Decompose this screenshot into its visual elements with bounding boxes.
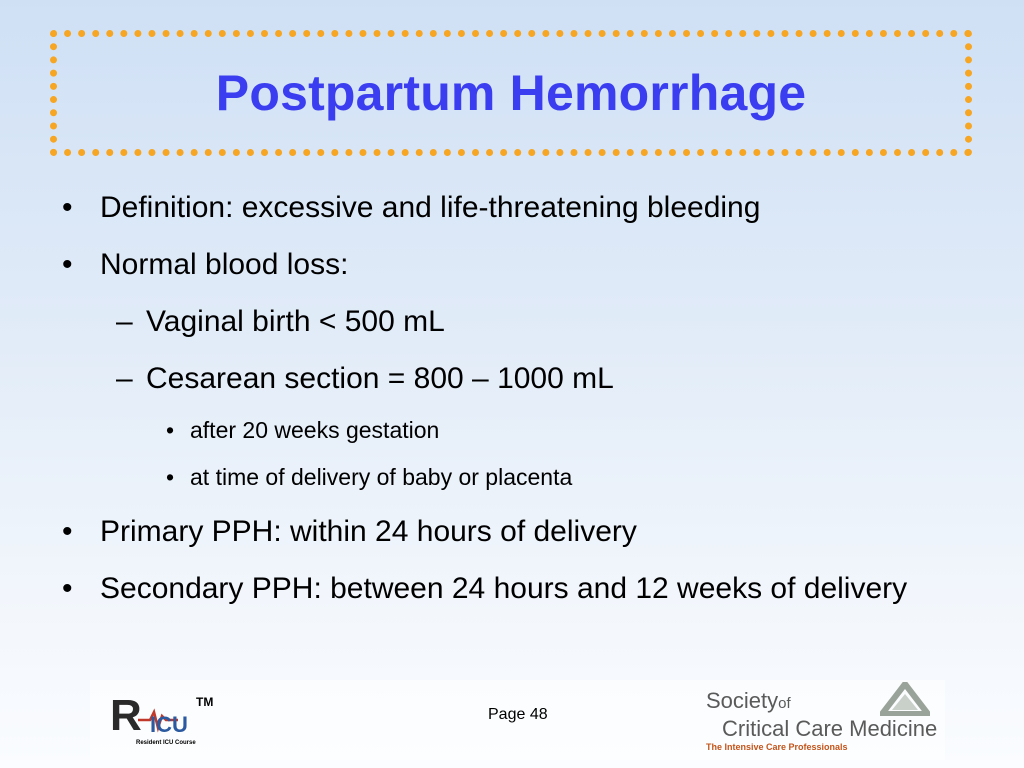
bullet-primary-pph: Primary PPH: within 24 hours of delivery — [100, 515, 637, 548]
bullet-marker: • — [62, 572, 73, 605]
page-number: Page 48 — [488, 706, 548, 723]
sccm-tagline: The Intensive Care Professionals — [706, 742, 848, 752]
slide-title: Postpartum Hemorrhage — [215, 65, 807, 121]
sccm-of: of — [778, 695, 791, 712]
sccm-society: Society — [706, 688, 779, 713]
bullet-marker: • — [166, 464, 175, 490]
sub-bullet-cesarean: Cesarean section = 800 – 1000 mL — [146, 362, 614, 395]
ricu-r-letter: R — [110, 691, 142, 740]
sccm-society-line — [706, 688, 791, 714]
sub-sub-bullet-delivery-time: at time of delivery of baby or placenta — [190, 464, 573, 490]
title-box — [50, 30, 972, 156]
bullet-marker: • — [62, 515, 73, 548]
sccm-logo — [698, 680, 938, 756]
bullet-definition: Definition: excessive and life-threatening bleeding — [100, 191, 761, 224]
bullet-secondary-pph: Secondary PPH: between 24 hours and 12 weeks of delivery — [100, 572, 908, 605]
ricu-logo-graphic — [108, 682, 226, 752]
bullet-marker: • — [62, 248, 73, 281]
bullet-marker: • — [166, 417, 175, 443]
triangle-logo-icon — [880, 682, 930, 716]
ricu-tm: TM — [196, 695, 214, 709]
bullet-normal-blood-loss: Normal blood loss: — [100, 248, 349, 281]
sccm-ccm-line: Critical Care Medicine — [722, 716, 938, 741]
dash-marker: – — [116, 362, 133, 395]
dash-marker: – — [116, 305, 133, 338]
ricu-logo — [108, 682, 226, 752]
ricu-icu-letters: ICU — [150, 712, 188, 737]
ricu-subtitle: Resident ICU Course — [136, 740, 196, 746]
sub-bullet-vaginal-birth: Vaginal birth < 500 mL — [146, 305, 445, 338]
sub-sub-bullet-gestation: after 20 weeks gestation — [190, 417, 440, 443]
bullet-marker: • — [62, 191, 73, 224]
